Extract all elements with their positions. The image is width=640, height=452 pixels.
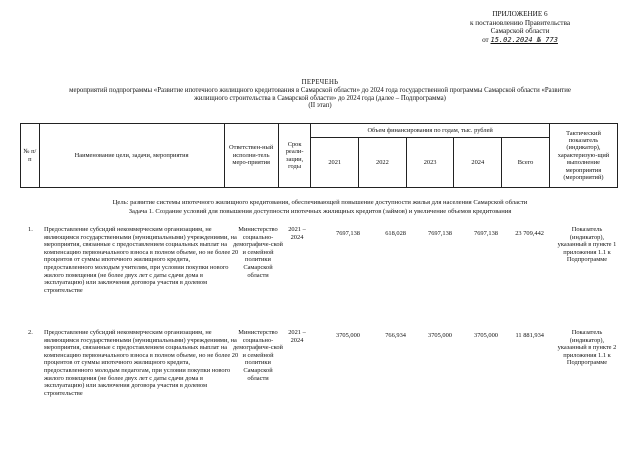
appendix-date (440, 36, 600, 45)
row-1-num: 1. (28, 226, 33, 233)
row-2-2021: 3705,000 (336, 332, 360, 339)
appendix-title: ПРИЛОЖЕНИЕ 6 (492, 10, 548, 18)
row-1-2021: 7697,138 (336, 230, 360, 237)
appendix-line-1: к постановлению Правительства (469, 18, 571, 27)
header-indicator: Тактический показатель (индикатор), характеризую-щий выполнение мероприятия (мероприятий) (549, 124, 617, 188)
row-2-2023: 3705,000 (428, 332, 452, 339)
row-1-indicator: Показатель (индикатор), указанный в пункте 1 приложения 1.1 к Подпрограмме (557, 226, 617, 264)
appendix-date-handwritten: 15.02.2024 № 773 (490, 35, 558, 44)
row-2-total: 11 881,934 (515, 332, 544, 339)
header-num: № п/п (21, 124, 40, 188)
header-year-2021: 2021 (311, 138, 359, 188)
row-2-2024: 3705,000 (474, 332, 498, 339)
row-1-term: 2021 – 2024 (288, 226, 306, 241)
appendix-line-2: Самарской области (490, 27, 550, 36)
row-1-total: 23 709,442 (515, 230, 544, 237)
document-title: ПЕРЕЧЕНЬ (301, 79, 339, 86)
task-text: Задача 1. Создание условий для повышения доступности ипотечных жилищных кредитов (займов) и увеличение объемов кредитования (128, 207, 512, 215)
row-1-2022: 618,028 (385, 230, 406, 237)
appendix-date-prefix: от (482, 35, 489, 44)
row-1-description: Предоставление субсидий некоммерческим организациям, не являющимся государственными (муниципальными) учреждениями, на мероприятия, связанные с предоставлением социальных выплат на компенсацию первоначального взноса в полном объеме, но не более 20 процентов от суммы ипотечного жилищного кредита, предоставленного молодым учителям, при условии покупки нового жилого помещения (не более двух лет с даты сдачи дома в эксплуатацию) или заключения договора участия в долевом строительстве (44, 226, 239, 294)
row-2-term: 2021 – 2024 (288, 329, 306, 344)
header-term: Срок реали-зации, годы (278, 124, 311, 188)
header-executor: Ответствен-ный исполни-тель меро-приятия (224, 124, 278, 188)
document-subtitle-1: мероприятий подпрограммы «Развитие ипотечного жилищного кредитования в Самарской области» до 2024 года государственной программы Самарской области «Развитие (69, 86, 571, 94)
row-2-description: Предоставление субсидий некоммерческим организациям, не являющимся государственными (муниципальными) учреждениями, на мероприятия, связанные с предоставлением социальных выплат на компенсацию первоначального взноса в полном объеме, но не более 20 процентов от суммы ипотечного жилищного кредита, предоставленного молодым педагогам, при условии покупки нового жилого помещения (не более двух лет с даты сдачи дома в эксплуатацию) или заключения договора участия в долевом строительстве (44, 329, 239, 397)
header-year-2023: 2023 (406, 138, 454, 188)
header-name: Наименование цели, задачи, мероприятия (39, 124, 224, 188)
row-1-2024: 7697,138 (474, 230, 498, 237)
row-1-executor: Министерство социально-демографиче-ской и семейной политики Самарской области (233, 226, 283, 279)
appendix-block (440, 10, 600, 44)
header-year-2022: 2022 (359, 138, 407, 188)
row-2-executor: Министерство социально-демографиче-ской и семейной политики Самарской области (233, 329, 283, 382)
header-table (20, 123, 618, 188)
goal-text: Цель: развитие системы ипотечного жилищного кредитования, обеспечивающей повышение доступности жилья для населения Самарской области (112, 199, 528, 206)
goal-block (20, 199, 620, 216)
header-funding: Объем финансирования по годам, тыс. рублей (311, 124, 550, 138)
row-2-indicator: Показатель (индикатор), указанный в пункте 2 приложения 1.1 к Подпрограмме (557, 329, 617, 367)
row-2-num: 2. (28, 329, 33, 336)
header-total: Всего (502, 138, 550, 188)
row-2-2022: 766,934 (385, 332, 406, 339)
header-year-2024: 2024 (454, 138, 502, 188)
document-heading (20, 79, 620, 110)
row-1-2023: 7697,138 (428, 230, 452, 237)
document-subtitle-2: жилищного строительства в Самарской области» до 2024 года (далее – Подпрограмма) (194, 94, 446, 102)
document-stage: (II этап) (308, 102, 332, 110)
